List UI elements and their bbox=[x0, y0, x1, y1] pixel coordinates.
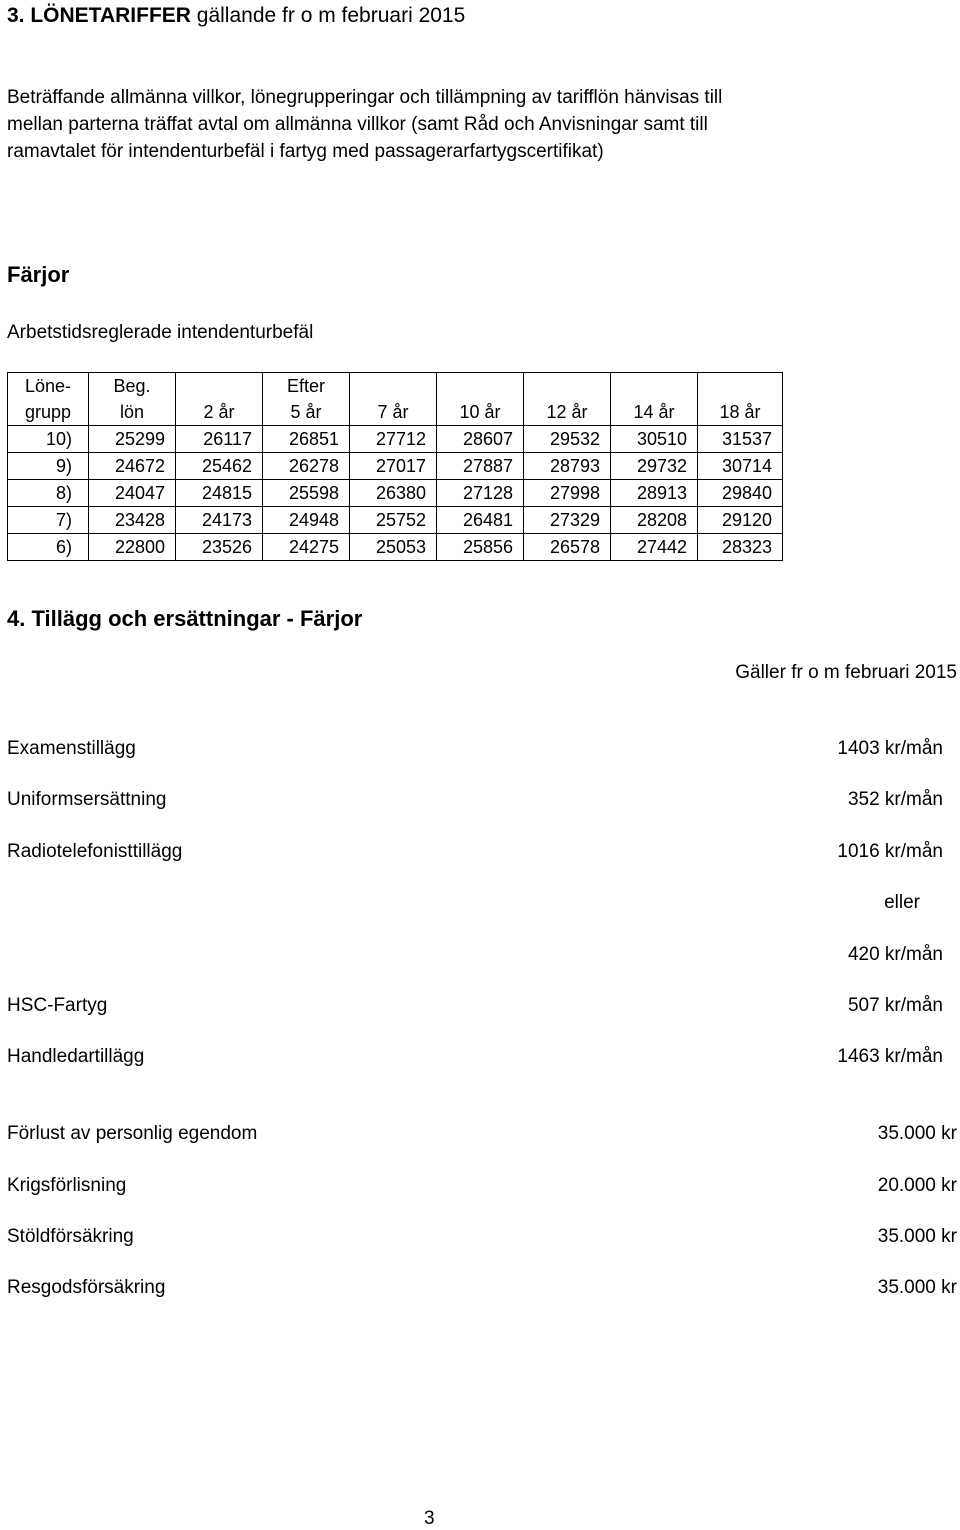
salary-cell: 24672 bbox=[89, 453, 176, 480]
salary-cell: 26117 bbox=[176, 426, 263, 453]
salary-cell: 23526 bbox=[176, 534, 263, 561]
allowance-label: HSC-Fartyg bbox=[7, 995, 108, 1016]
salary-cell: 26380 bbox=[350, 480, 437, 507]
table-row bbox=[8, 534, 783, 561]
salary-group-cell: 8) bbox=[8, 480, 89, 507]
salary-cell: 26578 bbox=[524, 534, 611, 561]
header-cell: grupp bbox=[8, 399, 89, 426]
allowance-value: 1403 kr/mån bbox=[837, 738, 943, 759]
allowance-label: Uniformsersättning bbox=[7, 789, 167, 810]
header-cell bbox=[176, 373, 263, 400]
insurance-value: 35.000 kr bbox=[877, 1226, 957, 1247]
header-cell: Efter bbox=[263, 373, 350, 400]
salary-cell: 29732 bbox=[611, 453, 698, 480]
allowance-value: eller bbox=[884, 892, 920, 913]
header-cell: 5 år bbox=[263, 399, 350, 426]
salary-cell: 30714 bbox=[698, 453, 783, 480]
table-row bbox=[8, 426, 783, 453]
header-cell: 10 år bbox=[437, 399, 524, 426]
header-cell: lön bbox=[89, 399, 176, 426]
header-cell bbox=[437, 373, 524, 400]
salary-cell: 27442 bbox=[611, 534, 698, 561]
page-number: 3 bbox=[424, 1508, 435, 1529]
salary-cell: 27887 bbox=[437, 453, 524, 480]
salary-cell: 29532 bbox=[524, 426, 611, 453]
salary-cell: 27998 bbox=[524, 480, 611, 507]
intro-line: Beträffande allmänna villkor, lönegrupperingar och tillämpning av tarifflön hänvisas till bbox=[7, 87, 723, 108]
intro-line: mellan parterna träffat avtal om allmänna villkor (samt Råd och Anvisningar samt till bbox=[7, 114, 708, 135]
salary-cell: 24275 bbox=[263, 534, 350, 561]
salary-cell: 24047 bbox=[89, 480, 176, 507]
header-cell: 7 år bbox=[350, 399, 437, 426]
allowance-value: 420 kr/mån bbox=[847, 944, 943, 965]
insurance-label: Förlust av personlig egendom bbox=[7, 1123, 258, 1144]
salary-cell: 25856 bbox=[437, 534, 524, 561]
table-row bbox=[8, 480, 783, 507]
table-row bbox=[8, 507, 783, 534]
salary-cell: 27128 bbox=[437, 480, 524, 507]
salary-group-cell: 6) bbox=[8, 534, 89, 561]
salary-cell: 24815 bbox=[176, 480, 263, 507]
heading-rest: gällande fr o m februari 2015 bbox=[190, 4, 466, 27]
allowance-value: 1016 kr/mån bbox=[837, 841, 943, 862]
salary-table bbox=[7, 372, 783, 561]
salary-cell: 27017 bbox=[350, 453, 437, 480]
intro-line: ramavtalet för intendenturbefäl i fartyg med passagerarfartygscertifikat) bbox=[7, 141, 604, 162]
header-cell: Löne- bbox=[8, 373, 89, 400]
page-heading bbox=[7, 4, 465, 28]
salary-cell: 29840 bbox=[698, 480, 783, 507]
header-cell bbox=[524, 373, 611, 400]
salary-cell: 25752 bbox=[350, 507, 437, 534]
header-cell bbox=[350, 373, 437, 400]
allowance-label: Examenstillägg bbox=[7, 738, 136, 759]
salary-cell: 27712 bbox=[350, 426, 437, 453]
salary-cell: 25462 bbox=[176, 453, 263, 480]
insurance-label: Krigsförlisning bbox=[7, 1175, 127, 1196]
salary-cell: 28607 bbox=[437, 426, 524, 453]
salary-group-cell: 7) bbox=[8, 507, 89, 534]
table-header-row bbox=[8, 399, 783, 426]
salary-cell: 25598 bbox=[263, 480, 350, 507]
salary-group-cell: 10) bbox=[8, 426, 89, 453]
salary-cell: 25053 bbox=[350, 534, 437, 561]
table-row bbox=[8, 453, 783, 480]
salary-cell: 22800 bbox=[89, 534, 176, 561]
salary-cell: 31537 bbox=[698, 426, 783, 453]
section4-title: 4. Tillägg och ersättningar - Färjor bbox=[7, 606, 363, 631]
header-cell: 2 år bbox=[176, 399, 263, 426]
header-cell bbox=[611, 373, 698, 400]
table-header-row bbox=[8, 373, 783, 400]
heading-number: 3. LÖNETARIFFER bbox=[7, 4, 191, 27]
header-cell: Beg. bbox=[89, 373, 176, 400]
salary-group-cell: 9) bbox=[8, 453, 89, 480]
section4-valid-from: Gäller fr o m februari 2015 bbox=[735, 662, 957, 683]
salary-cell: 26278 bbox=[263, 453, 350, 480]
header-cell bbox=[698, 373, 783, 400]
salary-cell: 28323 bbox=[698, 534, 783, 561]
header-cell: 18 år bbox=[698, 399, 783, 426]
salary-cell: 26851 bbox=[263, 426, 350, 453]
salary-cell: 23428 bbox=[89, 507, 176, 534]
salary-cell: 28208 bbox=[611, 507, 698, 534]
section-subtitle: Arbetstidsreglerade intendenturbefäl bbox=[7, 322, 314, 343]
section-title: Färjor bbox=[7, 262, 70, 287]
insurance-label: Stöldförsäkring bbox=[7, 1226, 134, 1247]
salary-cell: 24948 bbox=[263, 507, 350, 534]
salary-cell: 30510 bbox=[611, 426, 698, 453]
intro-paragraph bbox=[7, 84, 722, 165]
insurance-label: Resgodsförsäkring bbox=[7, 1277, 166, 1298]
allowance-value: 507 kr/mån bbox=[847, 995, 943, 1016]
salary-cell: 25299 bbox=[89, 426, 176, 453]
header-cell: 12 år bbox=[524, 399, 611, 426]
insurance-value: 20.000 kr bbox=[877, 1175, 957, 1196]
salary-cell: 29120 bbox=[698, 507, 783, 534]
salary-cell: 27329 bbox=[524, 507, 611, 534]
allowance-value: 352 kr/mån bbox=[847, 789, 943, 810]
salary-cell: 28793 bbox=[524, 453, 611, 480]
header-cell: 14 år bbox=[611, 399, 698, 426]
allowance-label: Handledartillägg bbox=[7, 1046, 145, 1067]
insurance-value: 35.000 kr bbox=[877, 1277, 957, 1298]
salary-cell: 26481 bbox=[437, 507, 524, 534]
salary-cell: 24173 bbox=[176, 507, 263, 534]
allowance-value: 1463 kr/mån bbox=[837, 1046, 943, 1067]
salary-cell: 28913 bbox=[611, 480, 698, 507]
insurance-value: 35.000 kr bbox=[877, 1123, 957, 1144]
allowance-label: Radiotelefonisttillägg bbox=[7, 841, 183, 862]
